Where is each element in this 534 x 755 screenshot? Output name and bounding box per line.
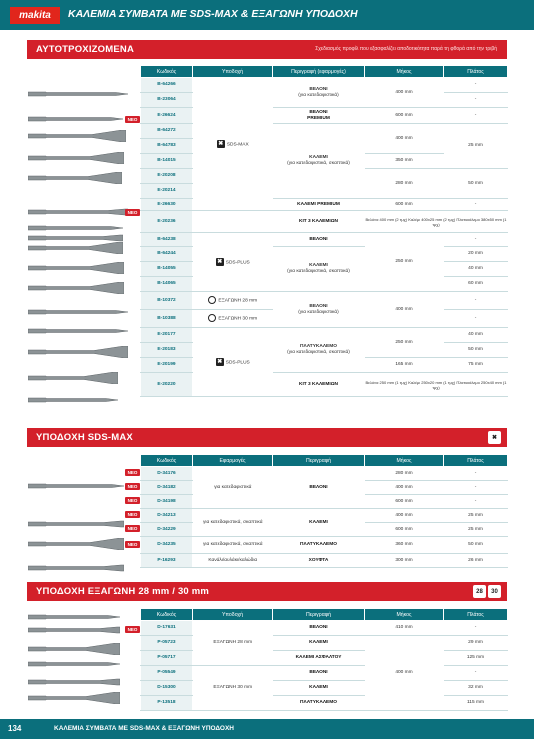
new-badge: ΝΕΟ (125, 483, 140, 490)
hex-30-icon (208, 314, 216, 322)
kit-contents: Βελόνα 250 mm (1 τμχ) Καλέμι 250x20 mm (1 τμχ) Πλατυκάλεμο 250x40 mm (1 τμχ) (365, 373, 508, 397)
description-cell: ΒΕΛΟΝΙ (273, 233, 365, 247)
table-header-row (141, 455, 508, 467)
wide-tool-image (28, 538, 124, 550)
point-tool-image (28, 325, 128, 337)
description-cell: ΒΕΛΟΝΙ (273, 621, 365, 636)
length-cell: 400 mm (365, 124, 444, 154)
wide-tool-image (28, 282, 124, 294)
header-shank: Υποδοχή (193, 66, 273, 78)
header-code: Κωδικός (141, 455, 193, 467)
description-cell: ΚΙΤ 3 ΚΑΛΕΜΙΩΝ (273, 373, 365, 397)
length-cell: 400 mm (365, 636, 444, 711)
length-cell: 280 mm (365, 169, 444, 199)
width-cell: 20 mm (444, 247, 508, 262)
footer-title: ΚΑΛΕΜΙΑ ΣΥΜΒΑΤΑ ΜΕ SDS-MAX & ΕΞΑΓΩΝΗ ΥΠΟΔΟΧΗ (54, 725, 235, 732)
length-cell: 360 mm (365, 537, 444, 554)
width-cell: - (444, 495, 508, 509)
new-badge: ΝΕΟ (125, 469, 140, 476)
applications-cell: Κανάλι/αυλάκι/καλώδια (193, 554, 273, 568)
length-cell: 400 mm (365, 481, 444, 495)
length-cell: 300 mm (365, 554, 444, 568)
section-title: ΥΠΟΔΟΧΗ SDS-MAX (36, 432, 133, 443)
width-cell: - (444, 467, 508, 481)
header-shank: Υποδοχή (193, 609, 273, 621)
shank-cell: ΕΞΑΓΩΝΗ 30 mm (193, 666, 273, 711)
product-code: P-05723 (141, 636, 193, 651)
width-cell: - (444, 78, 508, 93)
point-tool-image (28, 88, 128, 100)
shank-cell: ΕΞΑΓΩΝΗ 28 mm (193, 621, 273, 666)
length-cell: 400 mm (365, 509, 444, 523)
product-code: B-14055 (141, 262, 193, 277)
wide-tool-image (28, 346, 128, 358)
length-cell: 250 mm (365, 328, 444, 358)
wide-tool-image (28, 152, 124, 164)
product-code: E-26630 (141, 199, 193, 211)
product-code: D-34213 (141, 509, 193, 523)
section-hex-banner (27, 582, 507, 601)
width-cell: 125 mm (444, 651, 508, 666)
hex-30-icon: 30 (488, 585, 501, 598)
description-cell: ΚΑΛΕΜΙ (για κατεδαφιστικά, σκαπτικά) (273, 124, 365, 199)
sds-max-table (140, 454, 508, 568)
table-row (141, 509, 508, 523)
new-badge: ΝΕΟ (125, 511, 140, 518)
width-cell: 29 mm (444, 636, 508, 651)
flat-tool-image (28, 624, 120, 636)
width-cell: 40 mm (444, 262, 508, 277)
width-cell: - (444, 292, 508, 310)
wide-tool-image (28, 262, 124, 274)
table-row (141, 328, 508, 343)
length-cell: 400 mm (365, 78, 444, 108)
product-code: D-34198 (141, 495, 193, 509)
product-code: B-23064 (141, 93, 193, 108)
table-row (141, 233, 508, 247)
new-badge: ΝΕΟ (125, 626, 140, 633)
header-code: Κωδικός (141, 609, 193, 621)
table-row (141, 78, 508, 93)
width-cell: 25 mm (444, 124, 508, 169)
point-tool-image (28, 658, 120, 670)
kit-contents: Βελόνα 400 mm (2 τμχ) Καλέμι 400x25 mm (2 τμχ) Πλατυκάλεμο 380x50 mm (1 τμχ) (365, 211, 508, 233)
width-cell: 50 mm (444, 537, 508, 554)
width-cell: - (444, 108, 508, 124)
product-code: B-14015 (141, 154, 193, 169)
sds-plus-icon: ✖ (217, 258, 223, 265)
width-cell: - (444, 199, 508, 211)
applications-cell: για κατεδαφιστικά, σκαπτικά (193, 509, 273, 537)
width-cell: 32 mm (444, 681, 508, 696)
description-cell: ΚΙΤ 3 ΚΑΛΕΜΙΩΝ (273, 211, 365, 233)
width-cell: - (444, 310, 508, 328)
applications-cell: για κατεδαφιστικά, σκαπτικά (193, 537, 273, 554)
top-banner (0, 0, 534, 30)
description-cell: ΒΕΛΟΝΙ (για κατεδαφιστικά) (273, 78, 365, 108)
shank-cell: ✖ SDS-MAX (193, 78, 273, 211)
length-cell: 600 mm (365, 108, 444, 124)
width-cell: 25 mm (444, 509, 508, 523)
width-cell: - (444, 621, 508, 636)
product-code: D-17631 (141, 621, 193, 636)
wide-tool-image (28, 172, 122, 184)
product-code: P-13518 (141, 696, 193, 711)
table-row (141, 621, 508, 636)
product-code: B-64244 (141, 247, 193, 262)
shank-cell: ΕΞΑΓΩΝΗ 30 mm (193, 310, 273, 328)
product-code: E-20236 (141, 211, 193, 233)
description-cell: ΒΕΛΟΝΙ (273, 666, 365, 681)
product-code: E-20183 (141, 343, 193, 358)
wide-tool-image (28, 130, 126, 142)
width-cell: 50 mm (444, 169, 508, 199)
header-code: Κωδικός (141, 66, 193, 78)
page-number: 134 (8, 724, 22, 733)
new-badge: ΝΕΟ (125, 497, 140, 504)
length-cell: 280 mm (365, 467, 444, 481)
brand-logo: makita (10, 7, 60, 24)
description-cell: ΠΛΑΤΥΚΑΛΕΜΟ (273, 537, 365, 554)
length-cell: 350 mm (365, 154, 444, 169)
header-description: Περιγραφή (εφαρμογές) (273, 66, 365, 78)
description-cell: ΚΑΛΕΜΙ ΑΣΦΑΛΤΟΥ (273, 651, 365, 666)
product-code: E-20177 (141, 328, 193, 343)
product-code: D-34229 (141, 523, 193, 537)
hex-shank-table (140, 608, 508, 711)
width-cell: 75 mm (444, 358, 508, 373)
hex-28-icon: 28 (473, 585, 486, 598)
table-row (141, 666, 508, 681)
header-width: Πλάτος (444, 455, 508, 467)
width-cell: 50 mm (444, 343, 508, 358)
product-code: E-20208 (141, 169, 193, 184)
section-title: ΑΥΤΟΤΡΟΧΙΖΟΜΕΝΑ (36, 44, 135, 55)
product-code: B-14065 (141, 277, 193, 292)
header-description: Περιγραφή (273, 609, 365, 621)
product-code: D-34176 (141, 467, 193, 481)
new-badge: ΝΕΟ (125, 209, 140, 216)
flat-tool-image (28, 518, 124, 530)
header-length: Μήκος (365, 455, 444, 467)
product-code: D-34235 (141, 537, 193, 554)
shank-cell (193, 211, 273, 233)
description-cell: ΚΑΛΕΜΙ (273, 636, 365, 651)
length-cell: 410 mm (365, 621, 444, 636)
wide-tool-image (28, 692, 120, 704)
description-cell: ΚΑΛΕΜΙ (273, 509, 365, 537)
shank-cell: ΕΞΑΓΩΝΗ 28 mm (193, 292, 273, 310)
description-cell: ΧΟΥΦΤΑ (273, 554, 365, 568)
header-length: Μήκος (365, 66, 444, 78)
length-cell: 400 mm (365, 292, 444, 328)
section-self-sharpening-banner (27, 40, 507, 59)
width-cell: 40 mm (444, 328, 508, 343)
header-description: Περιγραφή (273, 455, 365, 467)
self-sharpening-table (140, 65, 508, 397)
product-code: P-05549 (141, 666, 193, 681)
length-cell: 600 mm (365, 199, 444, 211)
product-code: B-10388 (141, 310, 193, 328)
description-cell: ΚΑΛΕΜΙ (273, 681, 365, 696)
wide-tool-image (28, 242, 123, 254)
sds-max-icon: ✖ (488, 431, 501, 444)
width-cell: 26 mm (444, 554, 508, 568)
length-cell: 165 mm (365, 358, 444, 373)
width-cell: - (444, 481, 508, 495)
product-code: B-64783 (141, 139, 193, 154)
point-tool-image (28, 611, 120, 623)
product-code: B-64272 (141, 124, 193, 139)
width-cell: - (444, 233, 508, 247)
description-cell: ΠΛΑΤΥΚΑΛΕΜΟ (273, 696, 365, 711)
point-tool-image (28, 480, 124, 492)
flat-tool-image (28, 206, 128, 218)
product-code: E-20214 (141, 184, 193, 199)
product-code: D-15300 (141, 681, 193, 696)
product-code: B-64266 (141, 78, 193, 93)
product-code: B-10372 (141, 292, 193, 310)
point-tool-image (28, 394, 118, 406)
product-code: E-26624 (141, 108, 193, 124)
shank-cell: ✖ SDS-PLUS (193, 328, 273, 397)
product-code: E-20199 (141, 358, 193, 373)
product-code: B-64238 (141, 233, 193, 247)
shank-cell: ✖ SDS-PLUS (193, 233, 273, 292)
wide-tool-image (28, 372, 118, 384)
header-width: Πλάτος (444, 66, 508, 78)
flat-tool-image (28, 676, 120, 688)
sds-plus-icon: ✖ (217, 358, 223, 365)
product-code: P-16293 (141, 554, 193, 568)
description-cell: ΚΑΛΕΜΙ (για κατεδαφιστικά, σκαπτικά) (273, 247, 365, 292)
width-cell: - (444, 666, 508, 681)
length-cell: 250 mm (365, 233, 444, 292)
length-cell: 600 mm (365, 495, 444, 509)
header-applications: Εφαρμογές (193, 455, 273, 467)
table-row (141, 554, 508, 568)
table-header-row (141, 66, 508, 78)
description-cell: ΒΕΛΟΝΙ (273, 467, 365, 509)
description-cell: ΒΕΛΟΝΙ (για κατεδαφιστικά) (273, 292, 365, 328)
table-row (141, 211, 508, 233)
new-badge: ΝΕΟ (125, 116, 140, 123)
width-cell: 25 mm (444, 523, 508, 537)
hex-28-icon (208, 296, 216, 304)
width-cell: 115 mm (444, 696, 508, 711)
table-header-row (141, 609, 508, 621)
description-cell: ΚΑΛΕΜΙ PREMIUM (273, 199, 365, 211)
product-code: E-20220 (141, 373, 193, 397)
table-row (141, 292, 508, 310)
description-cell: ΒΕΛΟΝΙ PREMIUM (273, 108, 365, 124)
new-badge: ΝΕΟ (125, 525, 140, 532)
description-cell: ΠΛΑΤΥΚΑΛΕΜΟ (για κατεδαφιστικά, σκαπτικά) (273, 328, 365, 373)
flat-tool-image (28, 562, 124, 574)
product-code: P-05717 (141, 651, 193, 666)
page-footer (0, 719, 534, 739)
length-cell: 600 mm (365, 523, 444, 537)
new-badge: ΝΕΟ (125, 541, 140, 548)
width-cell: 60 mm (444, 277, 508, 292)
product-code: D-34182 (141, 481, 193, 495)
page-title: ΚΑΛΕΜΙΑ ΣΥΜΒΑΤΑ ΜΕ SDS-MAX & ΕΞΑΓΩΝΗ ΥΠΟΔΟΧΗ (68, 8, 358, 20)
table-row (141, 537, 508, 554)
point-tool-image (28, 113, 123, 125)
table-row (141, 467, 508, 481)
sds-max-icon: ✖ (218, 140, 224, 147)
header-width: Πλάτος (444, 609, 508, 621)
section-note: Σχεδιασμός προφίλ που εξασφαλίζει αποδοτικότητα παρά τη φθορά από την τριβή (315, 46, 497, 52)
header-length: Μήκος (365, 609, 444, 621)
wide-tool-image (28, 643, 120, 655)
section-sds-max-banner (27, 428, 507, 447)
width-cell: - (444, 93, 508, 108)
section-title: ΥΠΟΔΟΧΗ ΕΞΑΓΩΝΗ 28 mm / 30 mm (36, 586, 210, 597)
applications-cell: για κατεδαφιστικά (193, 467, 273, 509)
point-tool-image (28, 306, 128, 318)
